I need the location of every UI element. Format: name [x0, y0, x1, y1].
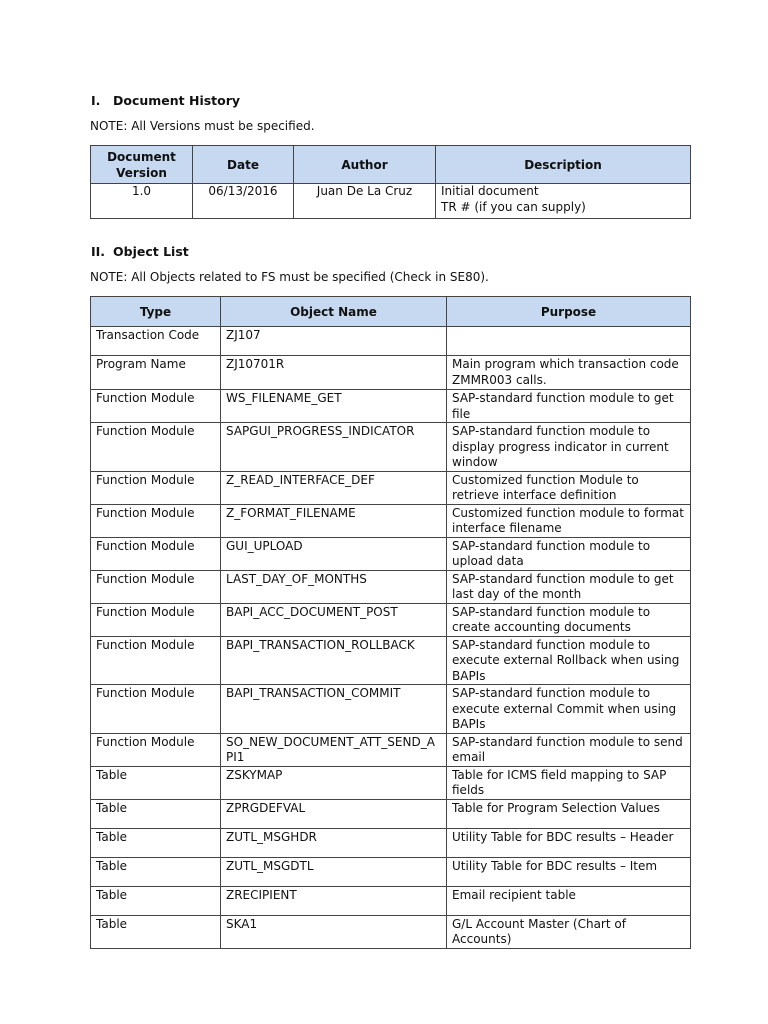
section-number: I. [91, 93, 101, 108]
section-number: II. [91, 244, 106, 259]
object-name-cell: BAPI_ACC_DOCUMENT_POST [221, 603, 447, 636]
purpose-cell: SAP-standard function module to upload data [447, 537, 691, 570]
purpose-cell: SAP-standard function module to send email [447, 733, 691, 766]
object-name-cell: ZUTL_MSGHDR [221, 828, 447, 857]
purpose-cell: Utility Table for BDC results – Item [447, 857, 691, 886]
column-header-author: Author [294, 146, 436, 184]
purpose-cell: Customized function module to format interface filename [447, 504, 691, 537]
object-name-cell: ZUTL_MSGDTL [221, 857, 447, 886]
purpose-cell: Customized function Module to retrieve interface definition [447, 471, 691, 504]
column-header-version: Document Version [91, 146, 193, 184]
table-row [91, 828, 691, 857]
purpose-cell [447, 327, 691, 356]
type-cell: Transaction Code [91, 327, 221, 356]
purpose-cell: SAP-standard function module to create accounting documents [447, 603, 691, 636]
description-line: TR # (if you can supply) [441, 199, 586, 214]
object-name-cell: Z_READ_INTERFACE_DEF [221, 471, 447, 504]
purpose-cell: Table for Program Selection Values [447, 799, 691, 828]
table-row [91, 766, 691, 799]
object-name-cell: ZJ107 [221, 327, 447, 356]
object-name-cell: BAPI_TRANSACTION_COMMIT [221, 685, 447, 734]
type-cell: Table [91, 766, 221, 799]
document-history-table [90, 145, 691, 219]
type-cell: Function Module [91, 471, 221, 504]
table-row [91, 356, 691, 390]
object-list-body [91, 327, 691, 949]
purpose-cell: Main program which transaction code ZMMR003 calls. [447, 356, 691, 390]
table-row [91, 570, 691, 603]
section-object-list-title [91, 244, 189, 259]
purpose-cell: SAP-standard function module to execute external Commit when using BAPIs [447, 685, 691, 734]
section-document-history-title [91, 93, 240, 108]
author-cell: Juan De La Cruz [294, 184, 436, 219]
type-cell: Table [91, 799, 221, 828]
table-row [91, 184, 691, 219]
type-cell: Program Name [91, 356, 221, 390]
object-list-table [90, 296, 691, 949]
type-cell: Function Module [91, 423, 221, 472]
table-header-row [91, 146, 691, 184]
type-cell: Table [91, 915, 221, 948]
table-row [91, 915, 691, 948]
table-row [91, 537, 691, 570]
table-row [91, 886, 691, 915]
type-cell: Function Module [91, 685, 221, 734]
table-row [91, 685, 691, 734]
table-row [91, 857, 691, 886]
table-row [91, 471, 691, 504]
object-name-cell: SKA1 [221, 915, 447, 948]
section-title-text: Object List [113, 244, 189, 259]
column-header-date: Date [193, 146, 294, 184]
table-row [91, 799, 691, 828]
table-row [91, 504, 691, 537]
type-cell: Function Module [91, 636, 221, 685]
purpose-cell: SAP-standard function module to display progress indicator in current window [447, 423, 691, 472]
table-header-row [91, 297, 691, 327]
type-cell: Table [91, 828, 221, 857]
table-row [91, 603, 691, 636]
object-name-cell: BAPI_TRANSACTION_ROLLBACK [221, 636, 447, 685]
object-name-cell: SAPGUI_PROGRESS_INDICATOR [221, 423, 447, 472]
object-name-cell: SO_NEW_DOCUMENT_ATT_SEND_API1 [221, 733, 447, 766]
date-cell: 06/13/2016 [193, 184, 294, 219]
object-list-note: NOTE: All Objects related to FS must be specified (Check in SE80). [90, 270, 489, 284]
type-cell: Table [91, 886, 221, 915]
object-name-cell: ZJ10701R [221, 356, 447, 390]
type-cell: Table [91, 857, 221, 886]
type-cell: Function Module [91, 537, 221, 570]
object-name-cell: Z_FORMAT_FILENAME [221, 504, 447, 537]
column-header-description: Description [436, 146, 691, 184]
document-history-note: NOTE: All Versions must be specified. [90, 119, 315, 133]
table-row [91, 636, 691, 685]
type-cell: Function Module [91, 570, 221, 603]
purpose-cell: Utility Table for BDC results – Header [447, 828, 691, 857]
table-row [91, 390, 691, 423]
purpose-cell: G/L Account Master (Chart of Accounts) [447, 915, 691, 948]
object-name-cell: ZRECIPIENT [221, 886, 447, 915]
purpose-cell: Email recipient table [447, 886, 691, 915]
version-cell: 1.0 [91, 184, 193, 219]
object-name-cell: WS_FILENAME_GET [221, 390, 447, 423]
object-name-cell: ZSKYMAP [221, 766, 447, 799]
type-cell: Function Module [91, 504, 221, 537]
description-cell [436, 184, 691, 219]
type-cell: Function Module [91, 390, 221, 423]
table-row [91, 327, 691, 356]
section-title-text: Document History [113, 93, 241, 108]
type-cell: Function Module [91, 603, 221, 636]
purpose-cell: SAP-standard function module to get file [447, 390, 691, 423]
object-name-cell: ZPRGDEFVAL [221, 799, 447, 828]
table-row [91, 733, 691, 766]
purpose-cell: Table for ICMS field mapping to SAP fields [447, 766, 691, 799]
column-header-purpose: Purpose [447, 297, 691, 327]
purpose-cell: SAP-standard function module to get last day of the month [447, 570, 691, 603]
description-line: Initial document [441, 184, 539, 198]
table-row [91, 423, 691, 472]
object-name-cell: GUI_UPLOAD [221, 537, 447, 570]
type-cell: Function Module [91, 733, 221, 766]
column-header-type: Type [91, 297, 221, 327]
purpose-cell: SAP-standard function module to execute external Rollback when using BAPIs [447, 636, 691, 685]
column-header-object-name: Object Name [221, 297, 447, 327]
object-name-cell: LAST_DAY_OF_MONTHS [221, 570, 447, 603]
